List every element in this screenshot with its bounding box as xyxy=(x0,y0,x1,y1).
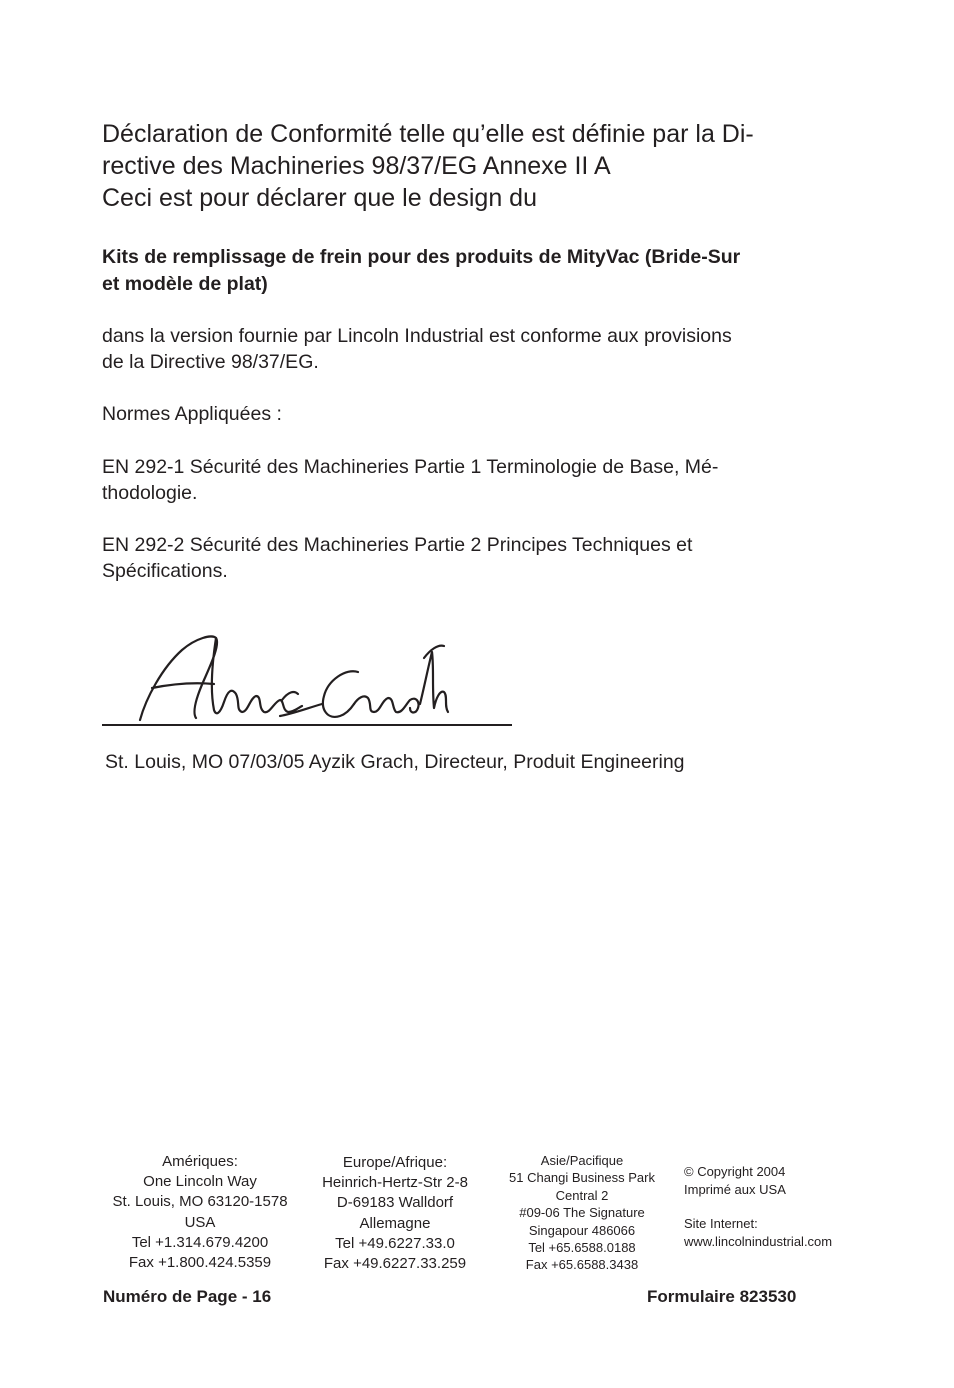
standard-2-line-2: Spécifications. xyxy=(102,560,228,582)
asia-line: Tel +65.6588.0188 xyxy=(528,1240,636,1256)
asia-line: Central 2 xyxy=(555,1187,609,1203)
standards-label-text: Normes Appliquées : xyxy=(102,403,282,425)
heading-line-1: Déclaration de Conformité telle qu’elle est définie par la Di- xyxy=(102,120,754,148)
handwritten-signature xyxy=(132,628,452,728)
website-label: Site Internet: xyxy=(684,1216,758,1231)
asia-line: Asie/Pacifique xyxy=(540,1153,624,1168)
conformity-statement xyxy=(102,323,842,375)
asia-line: #09-06 The Signature xyxy=(519,1205,645,1221)
product-line-1: Kits de remplissage de frein pour des produits de MityVac (Bride-Sur xyxy=(102,246,741,268)
standard-en-292-2 xyxy=(102,532,842,584)
heading-line-2: rective des Machineries 98/37/EG Annexe II A xyxy=(102,152,611,180)
europe-line: Allemagne xyxy=(359,1214,431,1232)
europe-line: Tel +49.6227.33.0 xyxy=(335,1234,455,1252)
americas-line: One Lincoln Way xyxy=(143,1173,257,1191)
asia-line: Fax +65.6588.3438 xyxy=(525,1257,639,1273)
americas-line: Tel +1.314.679.4200 xyxy=(131,1233,269,1251)
page-number: Numéro de Page - 16 xyxy=(103,1287,272,1306)
website-link[interactable]: www.lincolnindustrial.com xyxy=(684,1234,833,1249)
asia-line: 51 Changi Business Park xyxy=(509,1170,655,1186)
conformity-line-2: de la Directive 98/37/EG. xyxy=(102,351,319,373)
americas-line: Amériques: xyxy=(162,1153,238,1170)
footer-europe-address xyxy=(310,1153,480,1274)
footer-americas-address xyxy=(100,1152,300,1273)
europe-line: Europe/Afrique: xyxy=(342,1154,448,1171)
signature-line xyxy=(102,724,512,726)
standard-2-line-1: EN 292-2 Sécurité des Machineries Partie 2 Principes Techniques et xyxy=(102,534,693,556)
footer-copyright-block xyxy=(684,1163,864,1251)
product-line-2: et modèle de plat) xyxy=(102,273,268,295)
copyright-text: © Copyright 2004 xyxy=(684,1164,786,1179)
standard-1-line-2: thodologie. xyxy=(102,482,198,504)
form-number: Formulaire 823530 xyxy=(647,1287,797,1306)
standards-label xyxy=(102,401,842,427)
standard-1-line-1: EN 292-1 Sécurité des Machineries Partie 1 Terminologie de Base, Mé- xyxy=(102,456,719,478)
signature-caption: St. Louis, MO 07/03/05 Ayzik Grach, Directeur, Produit Engineering xyxy=(105,751,685,773)
printed-text: Imprimé aux USA xyxy=(684,1182,786,1197)
europe-line: D-69183 Walldorf xyxy=(336,1194,454,1212)
spacer xyxy=(684,1199,864,1215)
heading-line-3: Ceci est pour déclarer que le design du xyxy=(102,184,537,212)
americas-line: USA xyxy=(184,1213,216,1231)
europe-line: Heinrich-Hertz-Str 2-8 xyxy=(322,1174,468,1192)
asia-line: Singapour 486066 xyxy=(528,1222,636,1238)
footer-asia-address xyxy=(496,1152,668,1274)
standard-en-292-1 xyxy=(102,454,842,506)
europe-line: Fax +49.6227.33.259 xyxy=(323,1255,467,1273)
declaration-heading xyxy=(102,118,842,214)
americas-line: Fax +1.800.424.5359 xyxy=(128,1254,272,1272)
conformity-line-1: dans la version fournie par Lincoln Industrial est conforme aux provisions xyxy=(102,325,732,347)
product-description xyxy=(102,244,842,298)
americas-line: St. Louis, MO 63120-1578 xyxy=(112,1193,288,1211)
